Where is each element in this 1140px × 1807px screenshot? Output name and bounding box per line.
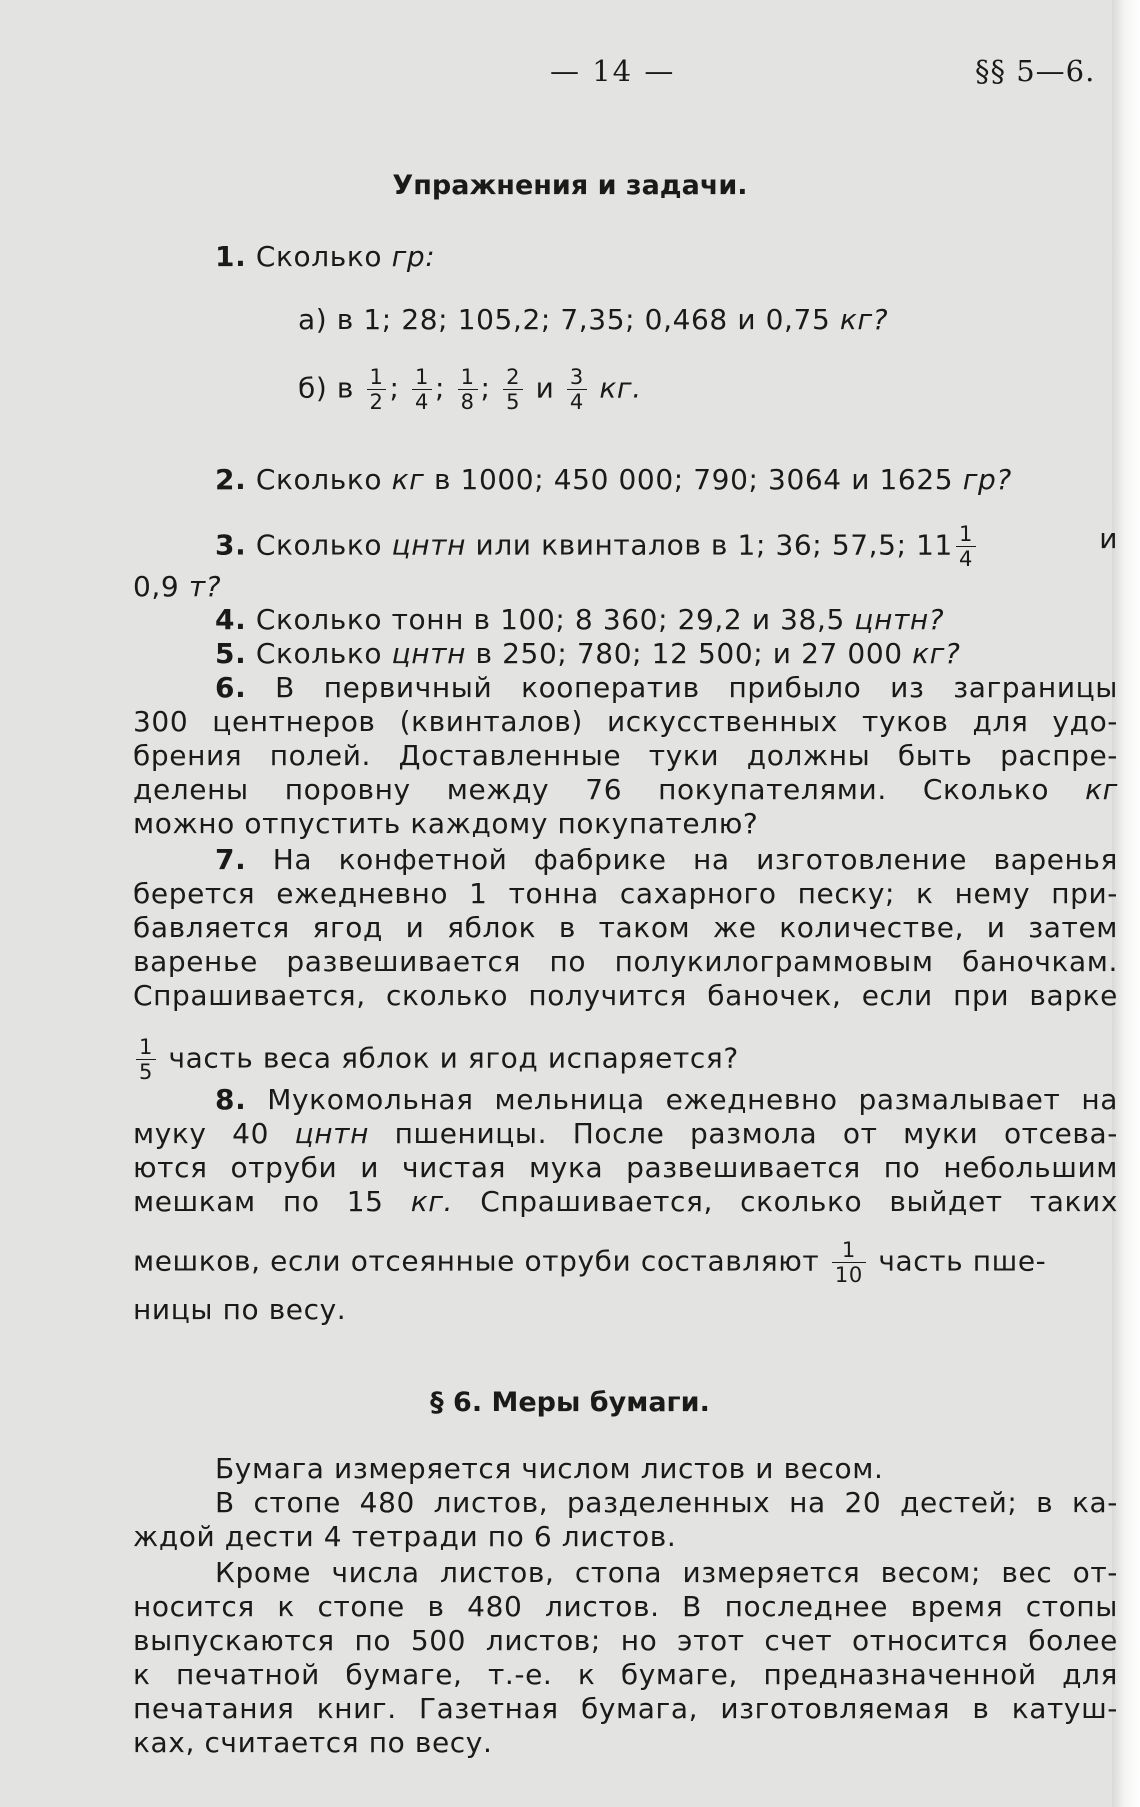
fraction: $\frac{2}{5}$	[503, 365, 523, 414]
section-6-paragraph-2-line-1: В стопе 480 листов, разделенных на 20 дестей; в ка-	[215, 1486, 1118, 1519]
problem-3-continued: 0,9 т?	[133, 570, 222, 603]
problem-4: 4. Сколько тонн в 100; 8 360; 29,2 и 38,5 цнтн?	[215, 603, 945, 636]
unit: кг.	[599, 371, 642, 405]
problem-number: 3.	[215, 528, 247, 562]
problem-number: 2.	[215, 463, 247, 496]
fraction: $\frac{1}{8}$	[458, 365, 478, 414]
unit: гр:	[391, 240, 436, 273]
problem-1b: б) в $\frac{1}{2}$ ; $\frac{1}{4}$ ; $\frac{1}{8}$ ; $\frac{2}{5}$ и $\frac{3}{4}$ кг.	[298, 365, 642, 415]
problem-6-line-4: делены поровну между 76 покупателями. Сколько кг	[133, 773, 1118, 806]
unit: цнтн	[391, 528, 466, 562]
unit: т?	[188, 570, 222, 603]
section-6-heading: § 6. Меры бумаги.	[430, 1387, 710, 1418]
section-6-paragraph-3-line-3: выпускаются по 500 листов; но этот счет относится более	[133, 1624, 1118, 1657]
fraction: $\frac{1}{2}$	[367, 365, 387, 414]
problem-number: 8.	[215, 1083, 247, 1116]
problem-6-line-1: 6. В первичный кооператив прибыло из заграницы	[215, 671, 1118, 704]
problem-6-line-3: брения полей. Доставленные туки должны быть распре-	[133, 739, 1118, 772]
problem-7-line-1: 7. На конфетной фабрике на изготовление варенья	[215, 843, 1118, 876]
problem-2: 2. Сколько кг в 1000; 450 000; 790; 3064 и 1625 гр?	[215, 463, 1012, 496]
fraction: $\frac{3}{4}$	[567, 365, 587, 414]
problem-7-line-4: варенье развешивается по полукилограммовым баночкам.	[133, 945, 1118, 978]
section-6-paragraph-2-line-2: ждой дести 4 тетради по 6 листов.	[133, 1520, 677, 1553]
problem-8-line-3: ются отруби и чистая мука развешивается по небольшим	[133, 1151, 1118, 1184]
fraction: $\frac{1}{4}$	[956, 522, 976, 571]
section-6-paragraph-1: Бумага измеряется числом листов и весом.	[215, 1452, 884, 1485]
unit: цнтн	[391, 637, 466, 670]
unit: кг	[1085, 773, 1118, 806]
unit: кг.	[410, 1185, 454, 1218]
problem-number: 5.	[215, 637, 247, 670]
problem-8-line-4: мешкам по 15 кг. Спрашивается, сколько выйдет таких	[133, 1185, 1118, 1218]
problem-7-line-3: бавляется ягод и яблок в таком же количестве, и затем	[133, 911, 1118, 944]
section-6-paragraph-3-line-1: Кроме числа листов, стопа измеряется весом; вес от-	[215, 1556, 1118, 1589]
problem-5: 5. Сколько цнтн в 250; 780; 12 500; и 27 000 кг?	[215, 637, 961, 670]
problem-7-line-5: Спрашивается, сколько получится баночек, если при варке	[133, 979, 1118, 1012]
problem-number: 7.	[215, 843, 247, 876]
page-number: — 14 —	[550, 54, 676, 88]
fraction: $\frac{1}{4}$	[412, 365, 432, 414]
problem-8-line-5: мешков, если отсеянные отруби составляют $\frac{1}{10}$ часть пше-	[133, 1238, 1047, 1288]
unit: кг?	[912, 637, 961, 670]
unit: цнтн	[294, 1117, 369, 1150]
problem-1a: а) в 1; 28; 105,2; 7,35; 0,468 и 0,75 кг?	[298, 303, 889, 336]
problem-7-line-2: берется ежедневно 1 тонна сахарного песку; к нему при-	[133, 877, 1118, 910]
problem-number: 1.	[215, 240, 247, 273]
problem-number: 6.	[215, 671, 247, 704]
problem-6-line-2: 300 центнеров (квинталов) искусственных туков для удо-	[133, 705, 1118, 738]
unit: цнтн?	[854, 603, 945, 636]
section-6-paragraph-3-line-6: ках, считается по весу.	[133, 1726, 493, 1759]
problem-8-line-2: муку 40 цнтн пшеницы. После размола от муки отсева-	[133, 1117, 1118, 1150]
fraction: $\frac{1}{10}$	[832, 1238, 866, 1287]
page-header	[0, 50, 1140, 100]
unit: кг	[391, 463, 425, 496]
problem-8-line-6: ницы по весу.	[133, 1293, 347, 1326]
section-6-paragraph-3-line-2: носится к стопе в 480 листов. В последнее время стопы	[133, 1590, 1118, 1623]
section-6-paragraph-3-line-4: к печатной бумаге, т.-е. к бумаге, предназначенной для	[133, 1658, 1118, 1691]
problem-6-line-5: можно отпустить каждому покупателю?	[133, 807, 759, 840]
problem-1: 1. Сколько гр:	[215, 240, 436, 273]
fraction: $\frac{1}{5}$	[136, 1035, 156, 1084]
section-6-paragraph-3-line-5: печатания книг. Газетная бумага, изготовляемая в катуш-	[133, 1692, 1118, 1725]
problem-number: 4.	[215, 603, 247, 636]
problem-3: 3. Сколько цнтн или квинталов в 1; 36; 57,5; 11 $\frac{1}{4}$ и	[215, 522, 1118, 572]
unit: кг?	[839, 303, 889, 336]
exercises-heading: Упражнения и задачи.	[392, 170, 748, 201]
section-reference: §§ 5—6.	[975, 54, 1096, 88]
problem-8-line-1: 8. Мукомольная мельница ежедневно размалывает на	[215, 1083, 1118, 1116]
problem-7-line-6: $\frac{1}{5}$ часть веса яблок и ягод испаряется?	[133, 1035, 739, 1084]
unit: гр?	[962, 463, 1012, 496]
